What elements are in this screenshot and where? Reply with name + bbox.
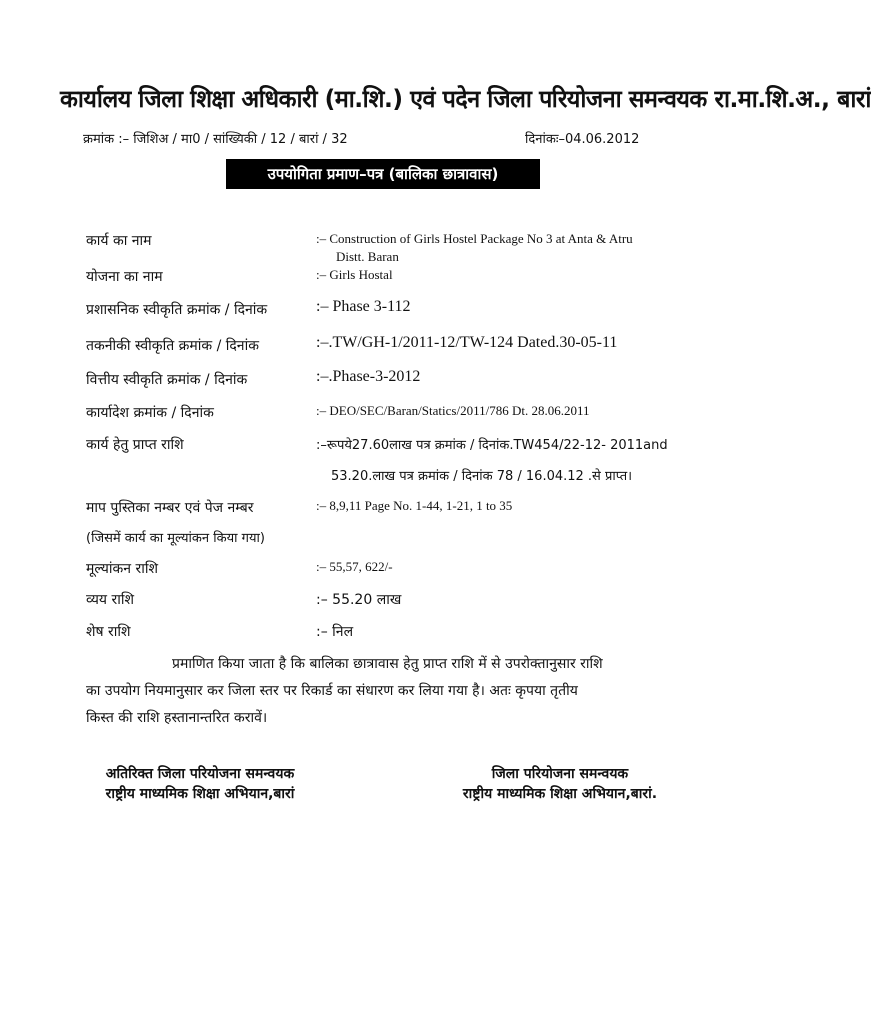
field-value-work-name: :– Construction of Girls Hostel Package No 3 at Anta & Atru	[316, 231, 633, 246]
field-value-measurement-book: :– 8,9,11 Page No. 1-44, 1-21, 1 to 35	[316, 498, 513, 513]
office-header: कार्यालय जिला शिक्षा अधिकारी (मा.शि.) एवं पदेन जिला परियोजना समन्वयक रा.मा.शि.अ., बारां	[60, 85, 871, 113]
field-value-amount-received-second: 53.20.लाख पत्र क्रमांक / दिनांक 78 / 16.04.12 .से प्राप्त।	[331, 469, 633, 484]
signature-right-designation: जिला परियोजना समन्वयक	[491, 766, 629, 782]
field-value-scheme-name: :– Girls Hostal	[316, 267, 393, 282]
field-value-balance: :– निल	[316, 624, 354, 640]
field-label-balance: शेष राशि	[86, 624, 131, 640]
field-label-work-order: कार्यादेश क्रमांक / दिनांक	[86, 405, 214, 421]
field-label-measurement-note: (जिसमें कार्य का मूल्यांकन किया गया)	[86, 531, 265, 546]
field-value-admin-sanction: :– Phase 3-112	[316, 298, 411, 315]
signature-left-office: राष्ट्रीय माध्यमिक शिक्षा अभियान,बारां	[105, 786, 295, 802]
field-value-technical-sanction: :–.TW/GH-1/2011-12/TW-124 Dated.30-05-11	[316, 334, 618, 351]
certificate-line-2: का उपयोग नियमानुसार कर जिला स्तर पर रिकार्ड का संधारण कर लिया गया है। अतः कृपया तृतीय	[86, 683, 578, 699]
field-label-financial-sanction: वित्तीय स्वीकृति क्रमांक / दिनांक	[86, 372, 248, 388]
field-label-work-name: कार्य का नाम	[86, 233, 152, 249]
field-label-valuation-amount: मूल्यांकन राशि	[86, 561, 158, 577]
field-value-valuation-amount: :– 55,57, 622/-	[316, 559, 393, 574]
field-value-financial-sanction: :–.Phase-3-2012	[316, 368, 421, 385]
signature-left-designation: अतिरिक्त जिला परियोजना समन्वयक	[105, 766, 295, 782]
field-label-expenditure: व्यय राशि	[86, 592, 134, 608]
field-label-admin-sanction: प्रशासनिक स्वीकृति क्रमांक / दिनांक	[86, 302, 268, 318]
certificate-line-3: किस्त की राशि हस्तानान्तरित करावें।	[86, 710, 268, 726]
field-value-amount-received: :–रूपये27.60लाख पत्र क्रमांक / दिनांक.TW454/22-12- 2011and	[316, 438, 668, 453]
signature-right-office: राष्ट्रीय माध्यमिक शिक्षा अभियान,बारां.	[462, 786, 658, 802]
certificate-title: उपयोगिता प्रमाण–पत्र (बालिका छात्रावास)	[226, 159, 540, 189]
reference-number: क्रमांक :– जिशिअ / मा0 / सांख्यिकी / 12 / बारां / 32	[83, 132, 348, 147]
field-value-work-name-district: Distt. Baran	[336, 249, 399, 264]
field-label-scheme-name: योजना का नाम	[86, 269, 163, 285]
field-label-technical-sanction: तकनीकी स्वीकृति क्रमांक / दिनांक	[86, 338, 259, 354]
document-date: दिनांकः–04.06.2012	[525, 132, 640, 147]
field-value-expenditure: :– 55.20 लाख	[316, 592, 402, 608]
field-label-measurement-book: माप पुस्तिका नम्बर एवं पेज नम्बर	[86, 500, 254, 516]
field-value-work-order: :– DEO/SEC/Baran/Statics/2011/786 Dt. 28.06.2011	[316, 403, 590, 418]
field-label-amount-received: कार्य हेतु प्राप्त राशि	[86, 437, 184, 453]
certificate-line-1: प्रमाणित किया जाता है कि बालिका छात्रावास हेतु प्राप्त राशि में से उपरोक्तानुसार राशि	[172, 656, 603, 672]
